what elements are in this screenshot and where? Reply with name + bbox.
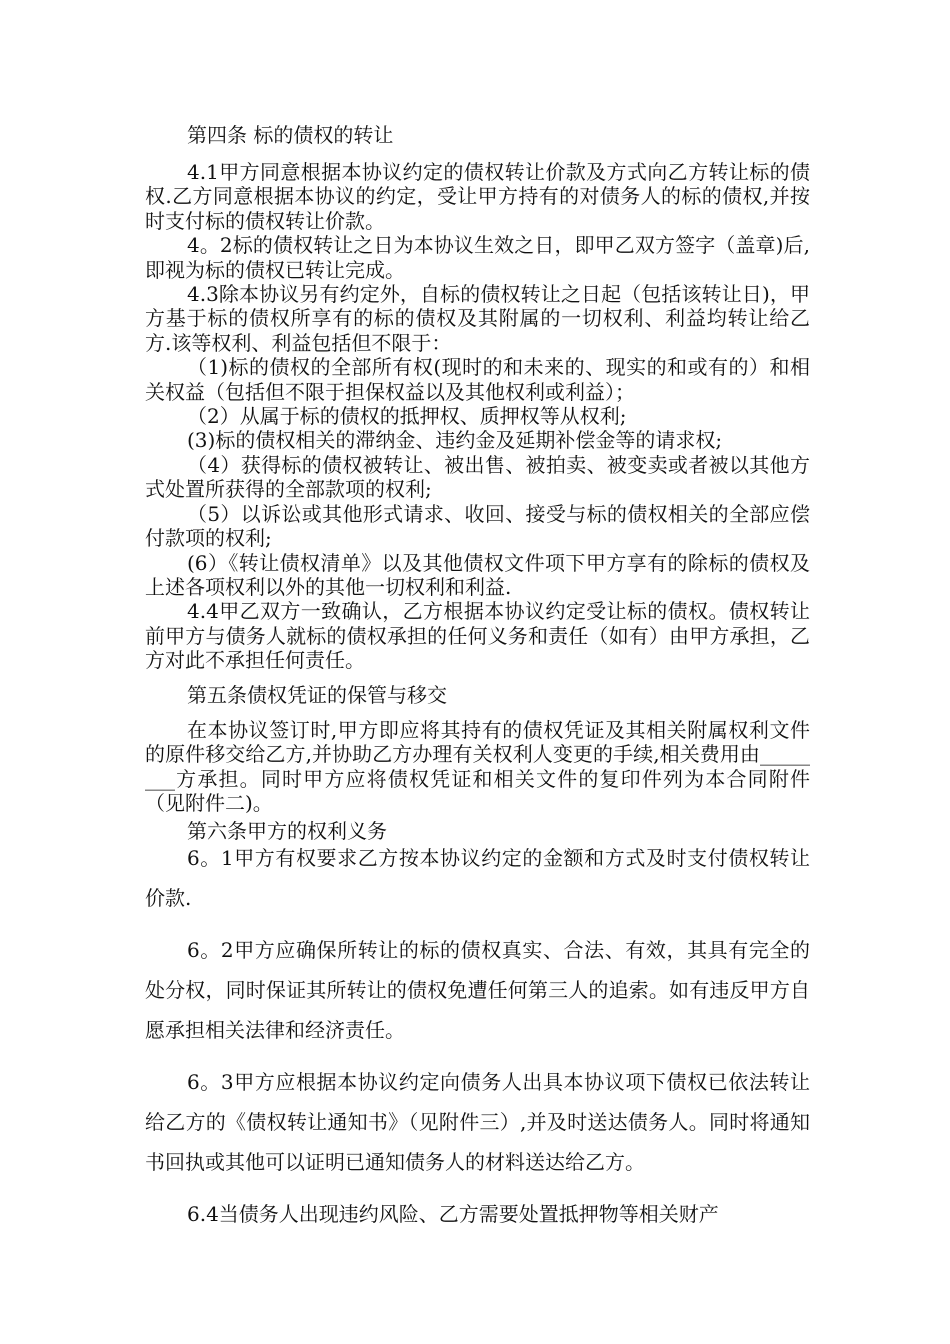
clause-4-3-item-6: (6）《转让债权清单》以及其他债权文件项下甲方享有的除标的债权及上述各项权利以外的其他一切权利和利益.: [145, 550, 810, 599]
clause-4-2: 4。2标的债权转让之日为本协议生效之日，即甲乙双方签字（盖章)后,即视为标的债权已转让完成。: [145, 233, 810, 282]
clause-4-1: 4.1甲方同意根据本协议约定的债权转让价款及方式向乙方转让标的债权.乙方同意根据本协议的约定，受让甲方持有的对债务人的标的债权,并按时支付标的债权转让价款。: [145, 160, 810, 233]
clause-4-3: 4.3除本协议另有约定外，自标的债权转让之日起（包括该转让日)，甲方基于标的债权所享有的标的债权及其附属的一切权利、利益均转让给乙方.该等权利、利益包括但不限于：: [145, 282, 810, 355]
clause-4-3-item-3: (3)标的债权相关的滞纳金、违约金及延期补偿金等的请求权;: [187, 428, 723, 453]
clause-6-1: 6。1甲方有权要求乙方按本协议约定的金额和方式及时支付债权转让价款.: [145, 846, 810, 910]
clause-4-3-item-4: （4）获得标的债权被转让、被出售、被拍卖、被变卖或者被以其他方式处置所获得的全部款项的权利;: [145, 452, 810, 502]
clause-6-2: 6。2甲方应确保所转让的标的债权真实、合法、有效，其具有完全的处分权，同时保证其所转让的债权免遭任何第三人的追索。如有违反甲方自愿承担相关法律和经济责任。: [145, 938, 810, 1042]
clause-4-3-item-2: （2）从属于标的债权的抵押权、质押权等从权利;: [187, 404, 627, 429]
article-5-paragraph: 在本协议签订时,甲方即应将其持有的债权凭证及其相关附属权利文件的原件移交给乙方,并协助乙方办理有关权利人变更的手续,相关费用由________方承担。同时甲方应将债权凭证和相关文件的复印件列为本合同附件（见附件二)。: [145, 718, 810, 816]
article-6-heading: 第六条甲方的权利义务: [187, 819, 387, 843]
article-5-heading: 第五条债权凭证的保管与移交: [187, 683, 447, 707]
clause-6-4: 6.4当债务人出现违约风险、乙方需要处置抵押物等相关财产: [187, 1202, 719, 1226]
clause-4-3-item-1: （1)标的债权的全部所有权(现时的和未来的、现实的和或有的）和相关权益（包括但不限于担保权益以及其他权利或利益）；: [145, 355, 810, 404]
clause-6-3: 6。3甲方应根据本协议约定向债务人出具本协议项下债权已依法转让给乙方的《债权转让通知书》（见附件三）,并及时送达债务人。同时将通知书回执或其他可以证明已通知债务人的材料送达给乙方。: [145, 1070, 810, 1174]
clause-4-4: 4.4甲乙双方一致确认，乙方根据本协议约定受让标的债权。债权转让前甲方与债务人就标的债权承担的任何义务和责任（如有）由甲方承担，乙方对此不承担任何责任。: [145, 599, 810, 673]
article-4-heading: 第四条 标的债权的转让: [187, 123, 394, 147]
article-5-body: [145, 718, 810, 816]
article-6-body: [145, 838, 810, 1234]
article-4-body: [145, 160, 810, 673]
clause-4-3-item-5: （5）以诉讼或其他形式请求、收回、接受与标的债权相关的全部应偿付款项的权利;: [145, 501, 810, 551]
